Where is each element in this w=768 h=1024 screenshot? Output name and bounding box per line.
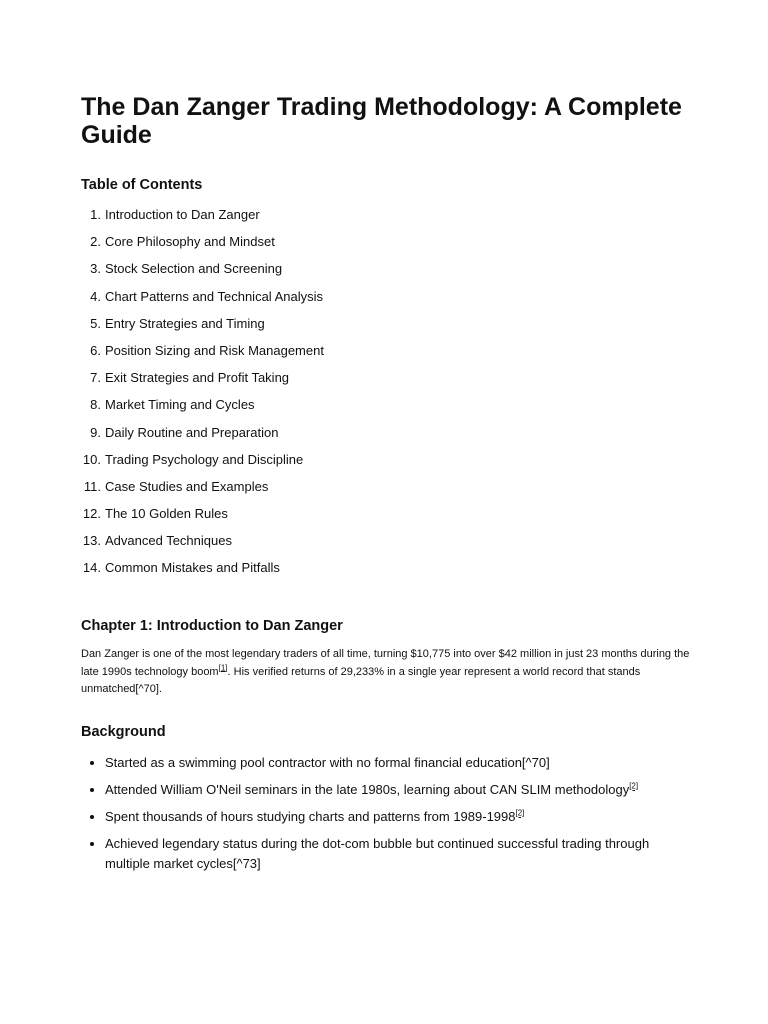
list-item-text: Started as a swimming pool contractor with no formal financial education[^70] [105, 755, 550, 770]
toc-item-number: 9. [90, 424, 101, 440]
toc-item [81, 558, 681, 585]
list-item [81, 753, 691, 773]
toc-item-number: 5. [90, 315, 101, 331]
background-heading: Background [81, 724, 166, 740]
bullet-icon [90, 761, 94, 765]
toc-item-label: Chart Patterns and Technical Analysis [105, 288, 323, 304]
toc-item-label: Introduction to Dan Zanger [105, 207, 260, 222]
toc-item-label: Stock Selection and Screening [105, 261, 283, 277]
paragraph-text: Dan Zanger is one of the most legendary traders of all time, turning $10,775 into over $42 million in just 23 months during the late 1990s technology boom [81, 648, 690, 678]
toc-item-label: Core Philosophy and Mindset [105, 234, 275, 250]
toc-item-number: 4. [90, 288, 101, 304]
toc-item-label: Entry Strategies and Timing [105, 315, 265, 331]
toc-heading: Table of Contents [81, 177, 203, 193]
toc-item [81, 450, 681, 477]
toc-item-number: 8. [90, 397, 101, 413]
toc-item-label: Trading Psychology and Discipline [105, 451, 304, 467]
background-list [81, 753, 691, 881]
toc-item-number: 10. [82, 451, 101, 467]
paragraph-text: . His verified returns of 29,233% in a single year represent a world record that stands unmatched[^70]. [81, 665, 641, 696]
toc-item-number: 2. [90, 234, 101, 250]
toc-item-label: Position Sizing and Risk Management [105, 342, 324, 358]
toc-item-number: 6. [90, 342, 101, 358]
list-item-text: Spent thousands of hours studying charts and patterns from 1989-1998 [105, 809, 516, 824]
toc-item [81, 504, 681, 531]
toc-item [81, 205, 681, 232]
toc-item-number: 1. [90, 207, 101, 222]
toc-item [81, 531, 681, 558]
toc-item [81, 259, 681, 286]
list-item [81, 807, 691, 827]
chapter-1-heading: Chapter 1: Introduction to Dan Zanger [81, 618, 343, 634]
list-item-text: Attended William O'Neil seminars in the late 1980s, learning about CAN SLIM methodology [105, 782, 630, 797]
list-item-text: Achieved legendary status during the dot-com bubble but continued successful trading through multiple market cycles[^73] [105, 836, 650, 871]
toc-item-number: 7. [90, 370, 101, 386]
citation-link[interactable]: [1] [218, 662, 228, 672]
toc-item-label: Exit Strategies and Profit Taking [105, 370, 290, 386]
toc-item-label: Advanced Techniques [105, 533, 232, 549]
document-title: The Dan Zanger Trading Methodology: A Complete Guide [81, 93, 682, 149]
list-item [81, 834, 691, 874]
toc-item [81, 287, 681, 314]
toc-item-label: Common Mistakes and Pitfalls [105, 560, 280, 576]
bullet-icon [90, 842, 94, 846]
bullet-icon [90, 815, 94, 819]
toc-item-label: Market Timing and Cycles [105, 397, 255, 413]
table-of-contents [81, 205, 681, 586]
list-item [81, 780, 691, 800]
toc-item-label: The 10 Golden Rules [105, 506, 228, 522]
toc-item [81, 395, 681, 422]
toc-item-number: 3. [90, 261, 101, 277]
toc-item [81, 314, 681, 341]
toc-item [81, 477, 681, 504]
toc-item [81, 423, 681, 450]
citation-link[interactable]: [2] [629, 781, 639, 791]
toc-item-number: 12. [82, 506, 101, 522]
citation-link[interactable]: [2] [515, 808, 525, 818]
toc-item [81, 368, 681, 395]
bullet-icon [90, 788, 94, 792]
toc-item [81, 232, 681, 259]
toc-item-label: Daily Routine and Preparation [105, 424, 279, 440]
toc-item-label: Case Studies and Examples [105, 478, 269, 494]
toc-item-number: 13. [82, 533, 101, 549]
toc-item-number: 14. [82, 560, 101, 576]
toc-item-number: 11. [83, 478, 101, 494]
toc-item [81, 341, 681, 368]
chapter-1-paragraph [81, 646, 691, 699]
